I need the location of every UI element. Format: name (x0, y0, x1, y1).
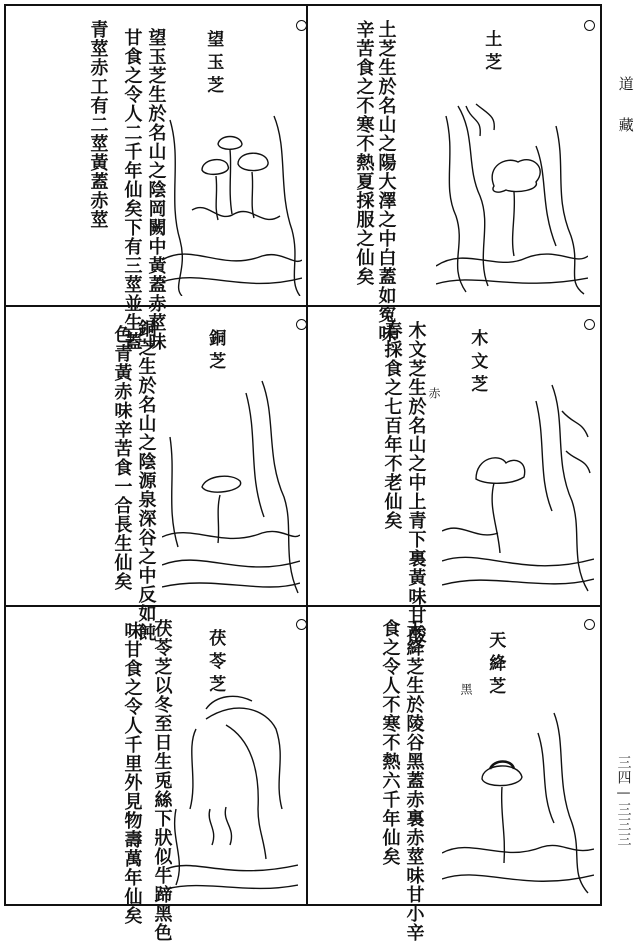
panel-text-col-3: 青莖赤工有二莖黃蓋赤莖 (87, 20, 109, 229)
panel-tong-zhi (6, 307, 302, 642)
binding-hole (296, 619, 307, 630)
panel-tu-zhi (308, 6, 604, 343)
binding-hole (584, 20, 595, 31)
panel-text-col-2: 甘食之令人二千年仙矣下有三莖並生蓋 (121, 28, 143, 351)
mushroom-cluster-illustration (162, 110, 302, 296)
panel-text-col-2: 色青黃赤味辛苦食一合長生仙矣 (111, 325, 133, 591)
panel-title: 土芝 (481, 30, 502, 76)
panel-text-col-2: 食之令人不寒不熱六千年仙矣 (379, 619, 401, 866)
panel-text-col-1: 土芝生於名山之陽大澤之中白蓋如寃味 (375, 20, 397, 343)
panel-text-col-1: 茯苓芝以冬至日生兎絲下狀似牛蹄黑色 (151, 619, 173, 942)
page-number: 三四—三三三 (615, 755, 632, 847)
panel-title: 銅芝 (205, 329, 226, 375)
annotation-note: 赤 (427, 387, 441, 400)
mushroom-landscape-illustration (442, 381, 594, 595)
mushroom-landscape-illustration (162, 377, 300, 597)
panel-muwen-zhi (308, 307, 604, 644)
binding-hole (296, 319, 307, 330)
binding-hole (584, 319, 595, 330)
collection-title: 道藏 (616, 76, 635, 158)
panel-text-col-2: 味甘食之令人千里外見物壽萬年仙矣 (121, 621, 143, 925)
panel-text-col-1: 木文芝生於名山之中上青下裏黃味甘酸 (405, 321, 427, 644)
panel-text-col-1: 望玉芝生於名山之陰岡闕中黃蓋赤莖味 (145, 28, 167, 351)
binding-hole (584, 619, 595, 630)
panel-text-col-2: 春採食之七百年不老仙矣 (381, 321, 403, 530)
mushroom-landscape-illustration (442, 703, 594, 897)
binding-hole (296, 20, 307, 31)
panel-fuling-zhi (6, 607, 302, 942)
panel-title: 望玉芝 (203, 30, 224, 99)
panel-title: 茯苓芝 (205, 629, 226, 698)
tree-root-illustration (166, 689, 298, 899)
panel-text-col-2: 辛苦食之不寒不熱夏採服之仙矣 (353, 20, 375, 286)
panel-text-col-1: 銅芝生於名山之陰源泉深谷之中反如飩 (135, 319, 157, 642)
panel-tianjiang-zhi (308, 607, 604, 942)
mushroom-landscape-illustration (436, 96, 588, 296)
panel-title: 天絳芝 (485, 631, 506, 700)
panel-wangyu-zhi (6, 6, 302, 351)
annotation-note: 黑 (459, 683, 473, 696)
panel-text-col-1: 天絳芝生於陵谷黑蓋赤裏赤莖味甘小辛 (403, 619, 425, 942)
panel-title: 木文芝 (467, 329, 488, 398)
